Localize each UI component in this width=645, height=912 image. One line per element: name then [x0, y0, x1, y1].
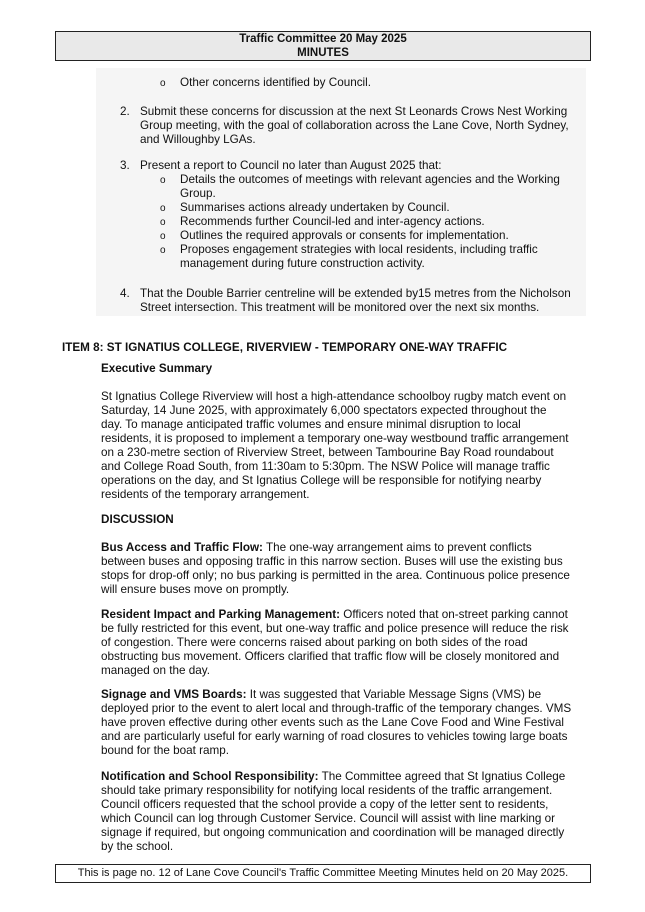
executive-summary: [101, 390, 583, 502]
bullet-marker: o: [160, 231, 166, 242]
sub-bullet: [180, 173, 580, 201]
list-number: 4.: [120, 287, 130, 300]
sub-bullet-line: Details the outcomes of meetings with relevant agencies and the Working: [180, 173, 560, 186]
section-title: Executive Summary: [101, 362, 213, 375]
header-subtitle: MINUTES: [297, 46, 349, 59]
list-item-line: Group meeting, with the goal of collaboration across the Lane Cove, North Sydney,: [140, 119, 569, 132]
list-item-4: [140, 287, 586, 315]
discussion-section-signage: [101, 688, 583, 758]
paragraph-text: It was suggested that Variable Message Signs (VMS) be: [246, 688, 542, 701]
paragraph-line: residents of the temporary arrangement.: [101, 488, 310, 501]
paragraph-line: deployed prior to the event to alert local and through-traffic of the temporary changes. VMS: [101, 702, 572, 715]
paragraph-line: [101, 541, 583, 555]
sub-bullet: Recommends further Council-led and inter-agency actions.: [180, 215, 485, 228]
paragraph-line: Council officers requested that the school provide a copy of the letter sent to residents,: [101, 798, 549, 811]
paragraph-line: bound for the boat ramp.: [101, 744, 229, 757]
page-footer: [55, 864, 591, 883]
paragraph-text: Officers noted that on-street parking cannot: [340, 608, 568, 621]
paragraph-line: of congestion. There were concerns raised about parking on both sides of the road: [101, 636, 528, 649]
paragraph-line: day. To manage anticipated traffic volumes and ensure minimal disruption to local: [101, 418, 521, 431]
sub-bullet-line: Proposes engagement strategies with local residents, including traffic: [180, 243, 538, 256]
paragraph-line: which Council can log through Customer Service. Council will assist with line marking or: [101, 812, 556, 825]
discussion-section-resident-impact: [101, 608, 583, 678]
paragraph-line: [101, 770, 583, 784]
paragraph-line: and College Road South, from 11:30am to 5:30pm. The NSW Police will manage traffic: [101, 460, 550, 473]
list-item-line: That the Double Barrier centreline will be extended by15 metres from the Nicholson: [140, 287, 571, 300]
paragraph-line: residents, it is proposed to implement a temporary one-way westbound traffic arrangement: [101, 432, 569, 445]
paragraph-line: between buses and opposing traffic in this narrow section. Buses will use the existing bus: [101, 555, 563, 568]
sub-bullet: Summarises actions already undertaken by Council.: [180, 201, 450, 214]
paragraph-line: [101, 608, 583, 622]
bullet-marker: o: [160, 217, 166, 228]
list-item-line: Submit these concerns for discussion at the next St Leonards Crows Nest Working: [140, 105, 568, 118]
paragraph-text: The Committee agreed that St Ignatius College: [318, 770, 566, 783]
paragraph-line: St Ignatius College Riverview will host a high-attendance schoolboy rugby match event on: [101, 390, 567, 403]
paragraph-line: by the school.: [101, 840, 174, 853]
list-number: 3.: [120, 159, 130, 172]
paragraph-line: Saturday, 14 June 2025, with approximately 6,000 spectators expected throughout the: [101, 404, 547, 417]
bullet-marker: o: [160, 203, 166, 214]
carry-bullet-text: Other concerns identified by Council.: [180, 76, 371, 89]
paragraph-line: on a 230-metre section of Riverview Street, between Tambourine Bay Road roundabout: [101, 446, 554, 459]
paragraph-line: stops for drop-off only; no bus parking is permitted in the area. Continuous police presence: [101, 569, 570, 582]
bullet-marker: o: [160, 175, 166, 186]
list-item-line: and Willoughby LGAs.: [140, 133, 256, 146]
section-label: Notification and School Responsibility:: [101, 770, 319, 783]
paragraph-line: have proven effective during other events such as the Lane Cove Food and Wine Festival: [101, 716, 565, 729]
sub-bullet: [180, 243, 580, 271]
sub-bullet: Outlines the required approvals or consents for implementation.: [180, 229, 509, 242]
list-item-2: [140, 105, 586, 147]
list-item-3-intro: Present a report to Council no later than August 2025 that:: [140, 159, 442, 172]
page-header: [55, 31, 591, 61]
paragraph-line: will ensure buses move on promptly.: [101, 583, 290, 596]
item-heading: ITEM 8: ST IGNATIUS COLLEGE, RIVERVIEW - TEMPORARY ONE-WAY TRAFFIC: [62, 341, 508, 354]
paragraph-line: and are particularly useful for early warning of road closures to vehicles towing large boats: [101, 730, 568, 743]
paragraph-line: obstructing bus movement. Officers clarified that traffic flow will be closely monitored and: [101, 650, 560, 663]
paragraph-text: The one-way arrangement aims to prevent conflicts: [262, 541, 532, 554]
bullet-marker: o: [160, 78, 166, 89]
paragraph-line: [101, 688, 583, 702]
list-number: 2.: [120, 105, 130, 118]
paragraph-line: signage if required, but ongoing communication and coordination will be managed directly: [101, 826, 565, 839]
section-label: Signage and VMS Boards:: [101, 688, 247, 701]
paragraph-line: managed on the day.: [101, 664, 210, 677]
list-item-line: Street intersection. This treatment will be monitored over the next six months.: [140, 301, 540, 314]
sub-bullet-line: Group.: [180, 187, 216, 200]
section-label: Bus Access and Traffic Flow:: [101, 541, 263, 554]
discussion-title: DISCUSSION: [101, 513, 174, 526]
footer-text: This is page no. 12 of Lane Cove Council's Traffic Committee Meeting Minutes held on 20 May 2025.: [77, 867, 569, 879]
sub-bullet-line: management during future construction activity.: [180, 257, 425, 270]
paragraph-line: should take primary responsibility for notifying local residents of the traffic arrangement.: [101, 784, 553, 797]
discussion-section-notification: [101, 770, 583, 854]
paragraph-line: be fully restricted for this event, but one-way traffic and police presence will reduce the risk: [101, 622, 569, 635]
bullet-marker: o: [160, 245, 166, 256]
section-label: Resident Impact and Parking Management:: [101, 608, 340, 621]
paragraph-line: operations on the day, and St Ignatius College will be responsible for notifying nearby: [101, 474, 542, 487]
discussion-section-bus-access: [101, 541, 583, 597]
header-title: Traffic Committee 20 May 2025: [239, 33, 407, 45]
